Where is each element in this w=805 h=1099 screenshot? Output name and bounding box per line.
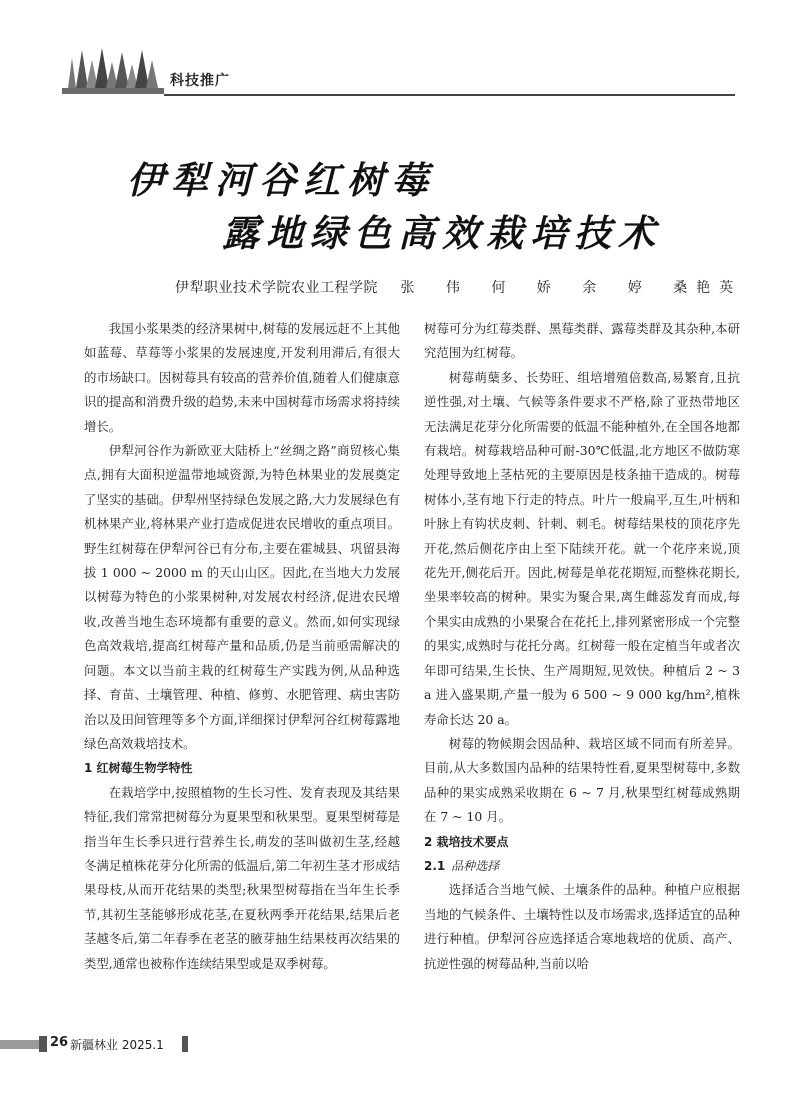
subsection-heading [424, 854, 740, 878]
article-title-line1: 伊犁河谷红树莓 [127, 159, 435, 202]
header-rule [164, 94, 735, 96]
left-column [84, 317, 400, 976]
page-number: 26 [50, 1035, 69, 1050]
author-line [175, 277, 742, 297]
footer-end-bar [182, 1036, 188, 1052]
tree-logo-icon [62, 44, 164, 96]
article-title-line2: 露地绿色高效栽培技术 [222, 212, 662, 255]
section-label: 科技推广 [170, 73, 230, 89]
journal-name: 新疆林业 2025.1 [70, 1038, 164, 1052]
section-heading: 2 栽培技术要点 [424, 834, 509, 849]
paragraph: 我国小浆果类的经济果树中,树莓的发展远赶不上其他如蓝莓、草莓等小浆果的发展速度,开发利用滞后,有很大的市场缺口。因树莓具有较高的营养价值,随着人们健康意识的提高和消费升级的趋势,未来中国树莓市场需求将持续增长。 [84, 321, 400, 434]
paragraph: 伊犁河谷作为新欧亚大陆桥上“丝绸之路”商贸核心集点,拥有大面积逆温带地域资源,为特色林果业的发展奠定了坚实的基础。伊犁州坚持绿色发展之路,大力发展绿色有机林果产业,将林果产业打造成促进农民增收的重点项目。野生红树莓在伊犁河谷已有分布,主要在霍城县、巩留县海拔 1 000 ~ 2000 m 的天山山区。因此,在当地大力发展以树莓为特色的小浆果树种,对发展农村经济,促进农民增收,改善当地生态环境都有重要的意义。然而,如何实现绿色高效栽培,提高红树莓产量和品质,仍是当前亟需解决的问题。本文以当前主栽的红树莓生产实践为例,从品种选择、育苗、土壤管理、种植、修剪、水肥管理、病虫害防治以及田间管理等多个方面,详细探讨伊犁河谷红树莓露地绿色高效栽培技术。 [84, 443, 400, 751]
page-header [62, 42, 735, 98]
paragraph: 选择适合当地气候、土壤条件的品种。种植户应根据当地的气候条件、土壤特性以及市场需求,选择适宜的品种进行种植。伊犁河谷应选择适合寒地栽培的优质、高产、抗逆性强的树莓品种,当前以哈 [424, 882, 740, 971]
subsection-number: 2.1 [424, 858, 446, 873]
page-footer [0, 1034, 805, 1054]
paragraph: 树莓萌蘖多、长势旺、组培增殖倍数高,易繁育,且抗逆性强,对土壤、气候等条件要求不严格,除了亚热带地区无法满足花芽分化所需要的低温不能种植外,在全国各地都有栽培。树莓栽培品种可耐-30℃低温,北方地区不做防寒处理导致地上茎枯死的主要原因是枝条抽干造成的。树莓树体小,茎有地下行走的特点。叶片一般扁平,互生,叶柄和叶脉上有钩状皮刺、针刺、刺毛。树莓结果枝的顶花序先开花,然后侧花序由上至下陆续开花。就一个花序来说,顶花先开,侧花后开。因此,树莓是单花花期短,而整株花期长,坐果率较高的树种。果实为聚合果,离生雌蕊发育而成,每个果实由成熟的小果聚合在花托上,排列紧密形成一个完整的果实,成熟时与花托分离。红树莓一般在定植当年或者次年即可结果,生长快、生产周期短,见效快。种植后 2 ~ 3 a 进入盛果期,产量一般为 6 500 ~ 9 000 kg/hm²,植株寿命长达 20 a。 [424, 369, 740, 727]
paragraph: 树莓可分为红莓类群、黑莓类群、露莓类群及其杂种,本研究范围为红树莓。 [424, 321, 740, 361]
subsection-title: 品种选择 [451, 858, 500, 873]
right-column [424, 317, 740, 976]
author-names: 张 伟 何 娇 余 婷 桑艳英 [400, 280, 743, 296]
footer-bar [0, 1040, 42, 1049]
section-heading: 1 红树莓生物学特性 [84, 761, 193, 776]
affiliation: 伊犁职业技术学院农业工程学院 [175, 280, 378, 296]
paragraph: 在栽培学中,按照植物的生长习性、发育表现及其结果特征,我们常常把树莓分为夏果型和秋果型。夏果型树莓是指当年生长季只进行营养生长,萌发的茎叫做初生茎,经越冬满足植株花芽分化所需的低温后,第二年初生茎才形成结果母枝,从而开花结果的类型;秋果型树莓指在当年生长季节,其初生茎能够形成花茎,在夏秋两季开花结果,结果后老茎越冬后,第二年春季在老茎的腋芽抽生结果枝再次结果的类型,通常也被称作连续结果型或是双季树莓。 [84, 784, 400, 971]
footer-bar-dark [39, 1036, 47, 1052]
paragraph: 树莓的物候期会因品种、栽培区域不同而有所差异。目前,从大多数国内品种的结果特性看,夏果型树莓中,多数品种的果实成熟采收期在 6 ~ 7 月,秋果型红树莓成熟期在 7 ~ 10 月。 [424, 735, 740, 825]
